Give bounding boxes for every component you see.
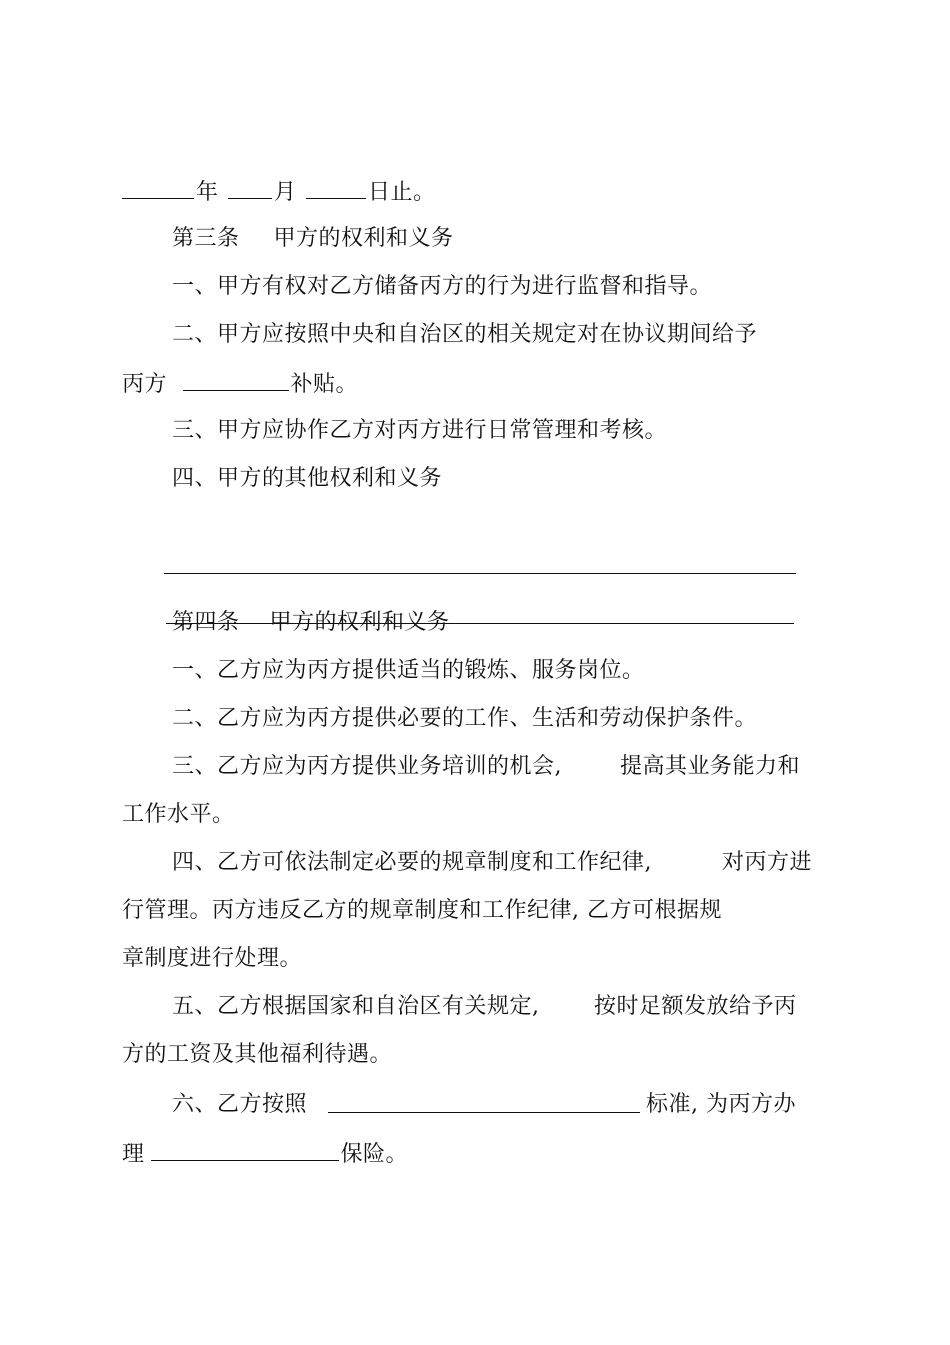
a4-item5-line1a: 五、乙方根据国家和自治区有关规定,	[172, 994, 540, 1019]
a3-item4: 四、甲方的其他权利和义务	[172, 466, 443, 491]
fill-in-rule	[164, 573, 796, 574]
a3-item3: 三、甲方应协作乙方对丙方进行日常管理和考核。	[172, 418, 668, 443]
month-blank	[228, 176, 272, 199]
a4-item3-line2: 工作水平。	[122, 802, 235, 827]
a3-item1: 一、甲方有权对乙方储备丙方的行为进行监督和指导。	[172, 274, 713, 299]
subsidy-blank	[183, 368, 289, 391]
day-blank	[306, 176, 366, 199]
a4-item4-line1a: 四、乙方可依法制定必要的规章制度和工作纪律,	[172, 850, 652, 875]
year-label: 年	[196, 180, 219, 205]
a4-item5-line1b: 按时足额发放给予丙	[594, 994, 797, 1019]
article4-heading: 甲方的权利和义务	[269, 610, 450, 635]
year-blank	[122, 176, 194, 199]
a4-item6-line1b: 标准, 为丙方办	[646, 1092, 796, 1117]
a4-item2: 二、乙方应为丙方提供必要的工作、生活和劳动保护条件。	[172, 706, 758, 731]
article4-title: 第四条	[172, 610, 240, 635]
article3-header	[172, 224, 454, 254]
a4-item3-line1b: 提高其业务能力和	[620, 754, 801, 779]
a4-item4-line1b: 对丙方进	[722, 850, 813, 875]
a3-item2-post: 补贴。	[290, 372, 359, 397]
strikethrough-line	[166, 623, 794, 624]
a4-item4-line2: 行管理。丙方违反乙方的规章制度和工作纪律, 乙方可根据规	[122, 898, 722, 923]
a3-item2-pre: 丙方	[122, 372, 168, 397]
day-end-label: 日止。	[368, 180, 436, 205]
month-label: 月	[274, 180, 297, 205]
a4-item6-post: 保险。	[340, 1142, 409, 1167]
end-date-line	[122, 176, 436, 208]
a4-item3-line1a: 三、乙方应为丙方提供业务培训的机会,	[172, 754, 562, 779]
a4-item1: 一、乙方应为丙方提供适当的锻炼、服务岗位。	[172, 658, 645, 683]
article3-title: 第三条	[172, 226, 240, 251]
a4-item6-line1-blank-wrap	[328, 1090, 640, 1122]
article3-heading: 甲方的权利和义务	[273, 226, 454, 251]
a4-item5-line2: 方的工资及其他福利待遇。	[122, 1042, 393, 1067]
a4-item6-line2	[122, 1138, 408, 1170]
a3-item2-line1: 二、甲方应按照中央和自治区的相关规定对在协议期间给予	[172, 322, 758, 347]
insurance-blank	[151, 1138, 339, 1161]
a4-item4-line3: 章制度进行处理。	[122, 946, 303, 971]
a4-item6-pre: 理	[122, 1142, 145, 1167]
standard-blank	[328, 1090, 640, 1113]
a3-item2-line2	[122, 368, 358, 400]
a4-item6-line1a: 六、乙方按照	[172, 1092, 308, 1117]
